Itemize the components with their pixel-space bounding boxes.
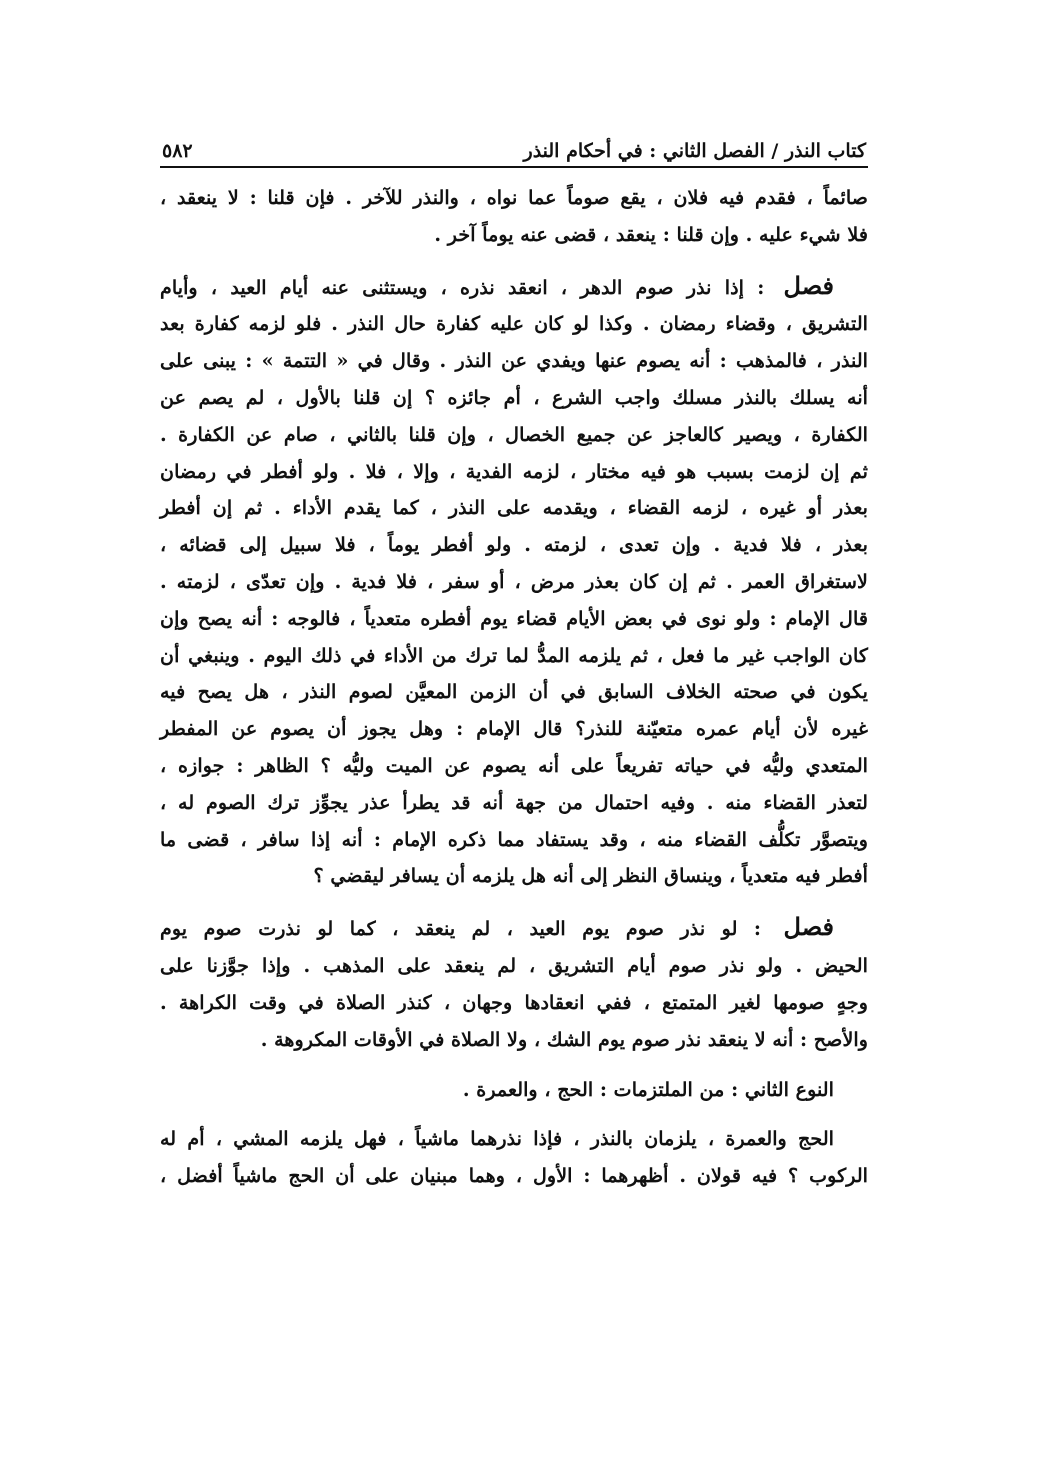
running-title: كتاب النذر / الفصل الثاني : في أحكام النذر bbox=[523, 140, 866, 162]
text-line: صائماً ، فقدم فيه فلان ، يقع صوماً عما نواه ، والنذر للآخر . فإن قلنا : لا ينعقد ، bbox=[160, 186, 868, 209]
section-lead-word: فصل bbox=[783, 912, 834, 942]
text-line: يكون في صحته الخلاف السابق في أن الزمن المعيَّن لصوم النذر ، هل يصح فيه bbox=[160, 680, 868, 704]
paragraph-fasl-2 bbox=[160, 909, 868, 1058]
page-header bbox=[160, 126, 868, 168]
text-line bbox=[160, 909, 868, 948]
text-line bbox=[160, 268, 868, 307]
text-line: الحج والعمرة ، يلزمان بالنذر ، فإذا نذرهما ماشياً ، فهل يلزمه المشي ، أم له bbox=[160, 1127, 834, 1151]
text-line-body: : لو نذر صوم يوم العيد ، لم ينعقد ، كما لو نذرت صوم يوم bbox=[160, 917, 762, 941]
text-line: أفطر فيه متعدياً ، وينساق النظر إلى أنه هل يلزمه أن يسافر ليقضي ؟ bbox=[313, 864, 868, 888]
section-heading: النوع الثاني : من الملتزمات : الحج ، والعمرة . bbox=[462, 1078, 834, 1102]
paragraph-fasl-1 bbox=[160, 268, 868, 896]
text-line: التشريق ، وقضاء رمضان . وكذا لو كان عليه كفارة حال النذر . فلو لزمه كفارة بعد bbox=[160, 312, 868, 336]
page-body bbox=[160, 180, 868, 1195]
text-line: وجهٍ صومها لغير المتمتع ، ففي انعقادها وجهان ، كنذر الصلاة في وقت الكراهة . bbox=[160, 990, 868, 1014]
text-line: بعذر ، فلا فدية . وإن تعدى ، لزمته . ولو أفطر يوماً ، فلا سبيل إلى قضائه ، bbox=[160, 533, 868, 557]
text-line: والأصح : أنه لا ينعقد نذر صوم يوم الشك ، ولا الصلاة في الأوقات المكروهة . bbox=[260, 1027, 868, 1051]
paragraph-hajj bbox=[160, 1121, 868, 1195]
text-line-body: : إذا نذر صوم الدهر ، انعقد نذره ، ويستثنى عنه أيام العيد ، وأيام bbox=[160, 275, 765, 299]
page-number: ٥٨٢ bbox=[162, 140, 193, 162]
text-line: أنه يسلك بالنذر مسلك واجب الشرع ، أم جائزه ؟ إن قلنا بالأول ، لم يصم عن bbox=[160, 385, 868, 409]
text-line: الكفارة ، ويصير كالعاجز عن جميع الخصال ، وإن قلنا بالثاني ، صام عن الكفارة . bbox=[160, 422, 868, 446]
text-line: ويتصوَّر تكلُّف القضاء منه ، وقد يستفاد مما ذكره الإمام : أنه إذا سافر ، قضى ما bbox=[160, 827, 868, 851]
text-line: الحيض . ولو نذر صوم أيام التشريق ، لم ينعقد على المذهب . وإذا جوَّزنا على bbox=[160, 953, 868, 977]
text-line: ثم إن لزمت بسبب هو فيه مختار ، لزمه الفدية ، وإلا ، فلا . ولو أفطر في رمضان bbox=[160, 459, 868, 483]
text-line: كان الواجب غير ما فعل ، ثم يلزمه المدُّ لما ترك من الأداء في ذلك اليوم . وينبغي أن bbox=[160, 643, 868, 667]
text-line: فلا شيء عليه . وإن قلنا : ينعقد ، قضى عنه يوماً آخر . bbox=[434, 222, 868, 246]
book-page bbox=[160, 126, 868, 1195]
text-line: الركوب ؟ فيه قولان . أظهرهما : الأول ، وهما مبنيان على أن الحج ماشياً أفضل ، bbox=[160, 1163, 868, 1187]
text-line: بعذر أو غيره ، لزمه القضاء ، ويقدمه على النذر ، كما يقدم الأداء . ثم إن أفطر bbox=[160, 496, 868, 520]
text-line: المتعدي وليُّه في حياته تفريعاً على أنه يصوم عن الميت وليُّه ؟ الظاهر : جوازه ، bbox=[160, 753, 868, 777]
text-line: لتعذر القضاء منه . وفيه احتمال من جهة أنه قد يطرأ عذر يجوِّز ترك الصوم له ، bbox=[160, 790, 868, 814]
text-line: النذر ، فالمذهب : أنه يصوم عنها ويفدي عن النذر . وقال في « التتمة » : يبنى على bbox=[160, 349, 868, 373]
text-line: غيره لأن أيام عمره متعيّنة للنذر؟ قال الإمام : وهل يجوز أن يصوم عن المفطر bbox=[160, 717, 868, 741]
paragraph-continuation bbox=[160, 180, 868, 254]
text-line: قال الإمام : ولو نوى في بعض الأيام قضاء يوم أفطره متعدياً ، فالوجه : أنه يصح وإن bbox=[160, 606, 868, 630]
text-line: لاستغراق العمر . ثم إن كان بعذر مرض ، أو سفر ، فلا فدية . وإن تعدّى ، لزمته . bbox=[160, 569, 868, 593]
section-lead-word: فصل bbox=[783, 270, 834, 300]
